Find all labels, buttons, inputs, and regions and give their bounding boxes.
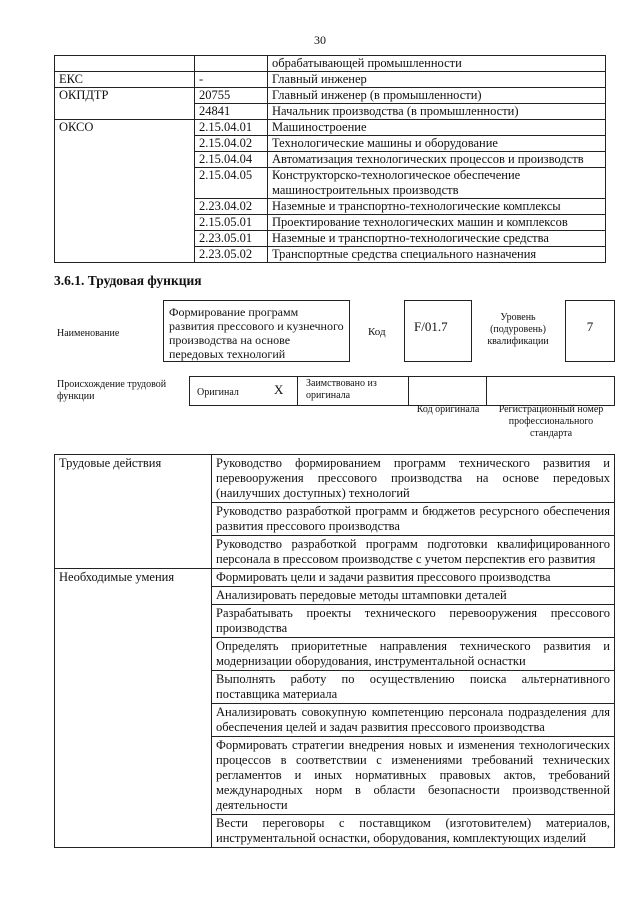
classifier-cell (55, 56, 195, 72)
table-row (55, 120, 606, 136)
level-value-box: 7 (565, 300, 615, 362)
code-label: Код (368, 326, 386, 338)
skill-item: Формировать цели и задачи развития прессового производства (212, 569, 615, 587)
title-cell: Начальник производства (в промышленности) (268, 104, 606, 120)
title-cell: Конструкторско-технологическое обеспечение машиностроительных производств (268, 168, 606, 199)
title-cell: Главный инженер (в промышленности) (268, 88, 606, 104)
code-cell: 2.23.04.02 (195, 199, 268, 215)
page-number: 30 (314, 33, 326, 47)
original-label: Оригинал (197, 387, 239, 398)
skill-item: Определять приоритетные направления технического развития и модернизации оборудования, инструментальной оснастки (212, 638, 615, 671)
skill-item: Анализировать передовые методы штамповки деталей (212, 587, 615, 605)
classifier-cell: ЕКС (55, 72, 195, 88)
skill-item: Разрабатывать проекты технического перевооружения прессового производства (212, 605, 615, 638)
skill-item: Формировать стратегии внедрения новых и изменения технологических процессов в соответствии с изменениями требований технических регламентов и иных нормативных правовых актов, требований международных норм в области безопасности производственной деятельности (212, 737, 615, 815)
classifier-cell: ОКПДТР (55, 88, 195, 120)
function-details-table (54, 454, 615, 848)
level-label: Уровень (подуровень) квалификации (487, 312, 549, 347)
original-mark: X (274, 382, 284, 397)
skill-label: Необходимые умения (55, 569, 212, 848)
code-cell: - (195, 72, 268, 88)
labor-action-item: Руководство формированием программ технического развития и перевооружения прессового производства на основе передовых (наилучших доступных) технологий (212, 455, 615, 503)
labor-action-item: Руководство разработкой программ и бюджетов ресурсного обеспечения развития прессового производства (212, 503, 615, 536)
code-cell: 2.15.05.01 (195, 215, 268, 231)
skill-item: Выполнять работу по осуществлению поиска альтернативного поставщика материала (212, 671, 615, 704)
name-label: Наименование (57, 328, 120, 339)
title-cell: Транспортные средства специального назначения (268, 247, 606, 263)
classification-table (54, 55, 606, 263)
code-cell: 2.15.04.02 (195, 136, 268, 152)
code-cell: 2.15.04.04 (195, 152, 268, 168)
code-caption: Код оригинала (416, 404, 480, 415)
origin-reg-cell (486, 376, 615, 406)
borrowed-cell: Заимствовано из оригинала (297, 376, 409, 406)
code-cell: 2.15.04.05 (195, 168, 268, 199)
title-cell: Проектирование технологических машин и комплексов (268, 215, 606, 231)
title-cell: Главный инженер (268, 72, 606, 88)
title-cell: Автоматизация технологических процессов и производств (268, 152, 606, 168)
function-code-box: F/01.7 (404, 300, 472, 362)
table-row (55, 88, 606, 104)
code-cell: 2.15.04.01 (195, 120, 268, 136)
code-cell: 2.23.05.01 (195, 231, 268, 247)
reg-caption: Регистрационный номер профессионального стандарта (498, 404, 604, 439)
code-cell (195, 56, 268, 72)
title-cell: Наземные и транспортно-технологические комплексы (268, 199, 606, 215)
title-cell: Технологические машины и оборудование (268, 136, 606, 152)
table-row (55, 569, 615, 587)
origin-label: Происхождение трудовой функции (57, 379, 167, 402)
title-cell: Наземные и транспортно-технологические средства (268, 231, 606, 247)
title-cell: обрабатывающей промышленности (268, 56, 606, 72)
section-heading: 3.6.1. Трудовая функция (54, 273, 202, 288)
labor-action-item: Руководство разработкой программ подготовки квалифицированного персонала в прессовом производстве с учетом перспектив его развития (212, 536, 615, 569)
code-cell: 24841 (195, 104, 268, 120)
code-cell: 2.23.05.02 (195, 247, 268, 263)
classifier-cell: ОКСО (55, 120, 195, 263)
table-row (55, 56, 606, 72)
labor-action-label: Трудовые действия (55, 455, 212, 569)
original-cell (189, 376, 298, 406)
function-name-box: Формирование программ развития прессового и кузнечного производства на основе передовых технологий (163, 300, 350, 362)
table-row (55, 455, 615, 503)
skill-item: Вести переговоры с поставщиком (изготовителем) материалов, инструментальной оснастки, оборудования, комплектующих изделий (212, 815, 615, 848)
table-row (55, 72, 606, 88)
skill-item: Анализировать совокупную компетенцию персонала подразделения для обеспечения целей и задач развития прессового производства (212, 704, 615, 737)
origin-code-cell (408, 376, 487, 406)
title-cell: Машиностроение (268, 120, 606, 136)
code-cell: 20755 (195, 88, 268, 104)
